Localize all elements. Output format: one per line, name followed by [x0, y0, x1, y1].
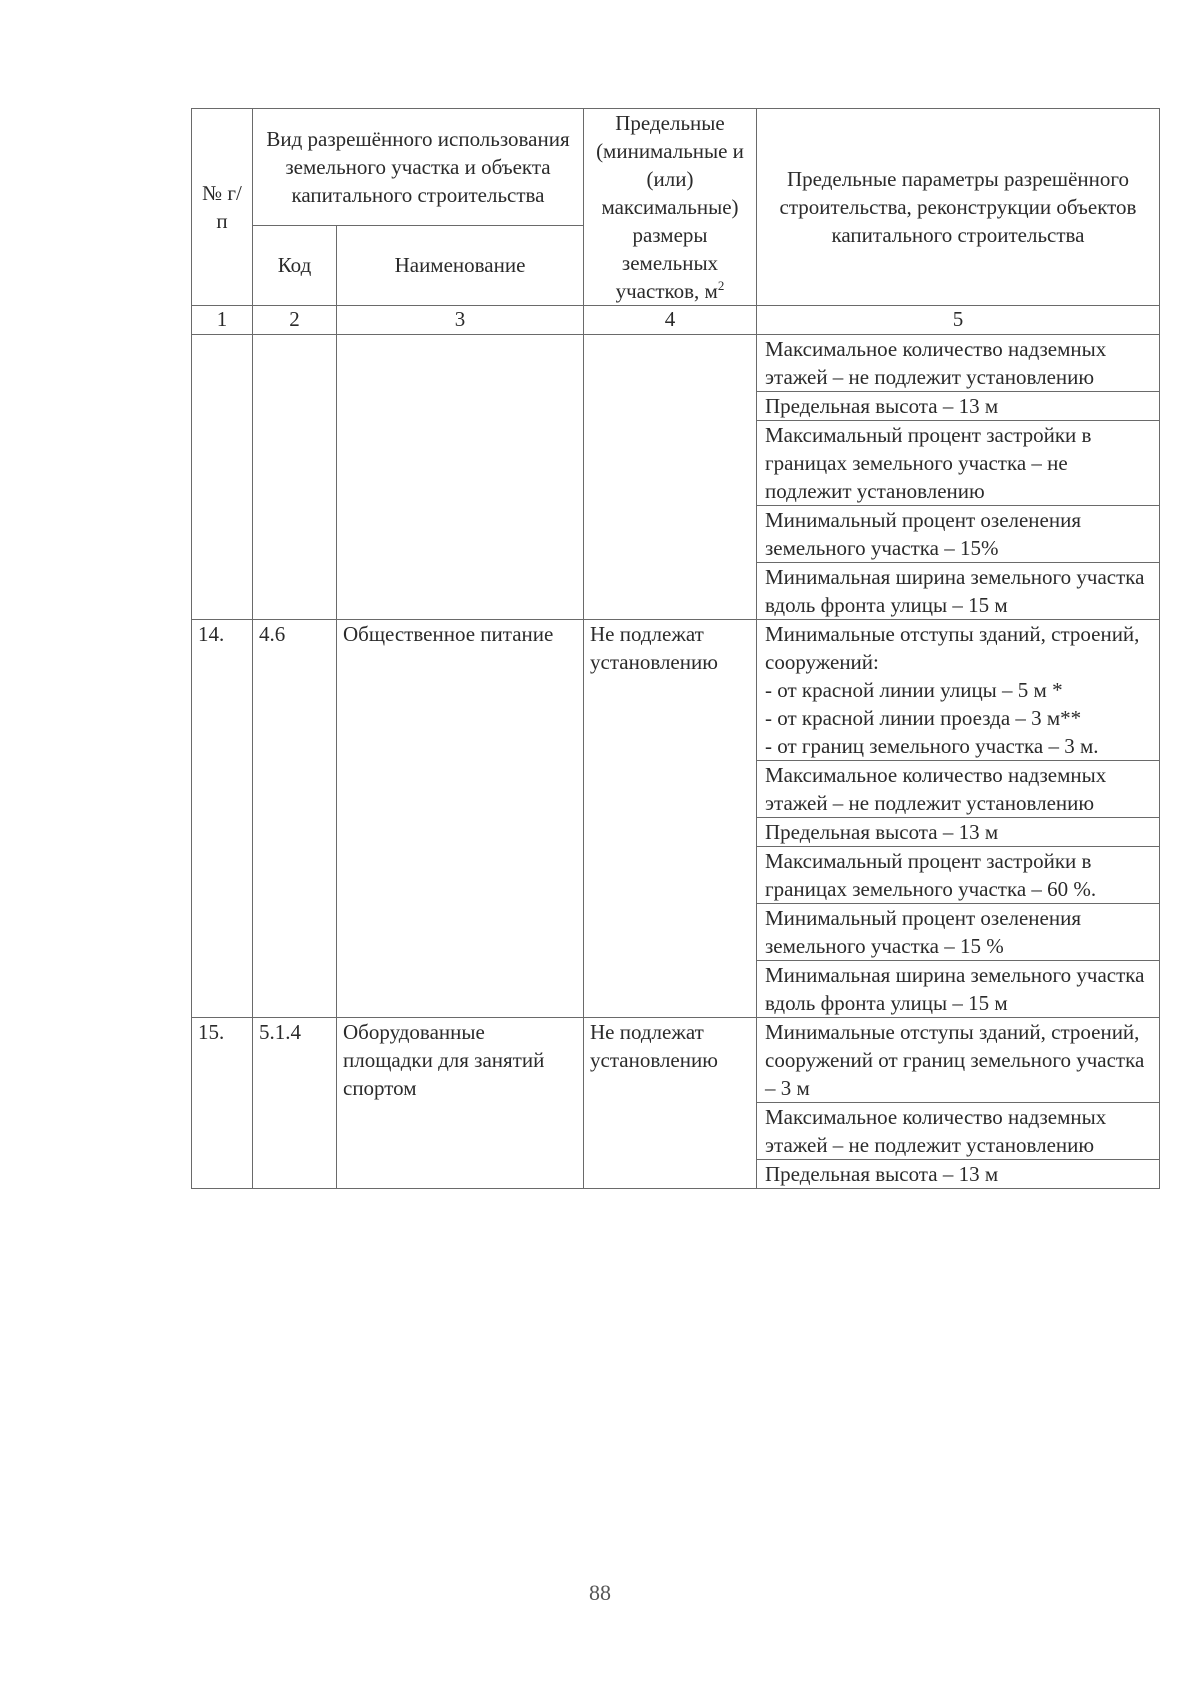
table-row: [192, 620, 1160, 1018]
param-item: Максимальное количество надземных этажей – не подлежит установлению: [757, 335, 1159, 392]
header-name: Наименование: [337, 225, 584, 305]
row-number: 14.: [192, 620, 253, 1018]
param-item: Максимальный процент застройки в границах земельного участка – 60 %.: [757, 847, 1159, 904]
colnum: 2: [253, 306, 337, 335]
header-sizes: [584, 109, 757, 306]
param-item: Максимальное количество надземных этажей – не подлежит установлению: [757, 761, 1159, 818]
header-use-type: Вид разрешённого использования земельного участка и объекта капитального строительства: [253, 109, 584, 226]
row-name: [337, 335, 584, 620]
table-row: [192, 335, 1160, 620]
row-number: 15.: [192, 1018, 253, 1189]
row-size: Не подлежат установлению: [584, 1018, 757, 1189]
param-item: Предельная высота – 13 м: [765, 1162, 999, 1186]
row-name: Общественное питание: [337, 620, 584, 1018]
param-item: Максимальный процент застройки в границах земельного участка – не подлежит установлению: [757, 421, 1159, 506]
land-use-table: [191, 108, 1160, 1189]
row-number: [192, 335, 253, 620]
row-params: [757, 1018, 1160, 1189]
param-item: Минимальные отступы зданий, строений, сооружений: - от красной линии улицы – 5 м * - от красной линии проезда – 3 м** - от границ земельного участка – 3 м.: [757, 620, 1159, 761]
colnum: 4: [584, 306, 757, 335]
param-item: Минимальный процент озеленения земельного участка – 15 %: [757, 904, 1159, 961]
row-code: [253, 335, 337, 620]
header-num: № г/п: [192, 109, 253, 306]
param-item: Максимальное количество надземных этажей – не подлежит установлению: [757, 1103, 1159, 1160]
column-numbers-row: [192, 306, 1160, 335]
param-item: Минимальные отступы зданий, строений, сооружений от границ земельного участка – 3 м: [757, 1018, 1159, 1103]
colnum: 1: [192, 306, 253, 335]
param-item: Минимальный процент озеленения земельного участка – 15%: [757, 506, 1159, 563]
param-item: Минимальная ширина земельного участка вдоль фронта улицы – 15 м: [765, 565, 1145, 617]
colnum: 5: [757, 306, 1160, 335]
row-params: [757, 335, 1160, 620]
table-row: [192, 1018, 1160, 1189]
table-body: [192, 335, 1160, 1189]
row-code: 5.1.4: [253, 1018, 337, 1189]
param-item: Предельная высота – 13 м: [757, 392, 1159, 421]
param-item: Предельная высота – 13 м: [757, 818, 1159, 847]
header-sizes-text: Предельные (минимальные и (или) максимальные) размеры земельных участков, м: [596, 111, 744, 303]
row-params: [757, 620, 1160, 1018]
header-params: Предельные параметры разрешённого строительства, реконструкции объектов капитального строительства: [757, 109, 1160, 306]
row-size: Не подлежат установлению: [584, 620, 757, 1018]
row-size: [584, 335, 757, 620]
header-sizes-sup: 2: [717, 278, 725, 293]
row-code: 4.6: [253, 620, 337, 1018]
colnum: 3: [337, 306, 584, 335]
param-item: Минимальная ширина земельного участка вдоль фронта улицы – 15 м: [765, 963, 1145, 1015]
header-code: Код: [253, 225, 337, 305]
row-name: Оборудованные площадки для занятий спортом: [337, 1018, 584, 1189]
page-number: 88: [589, 1580, 611, 1605]
